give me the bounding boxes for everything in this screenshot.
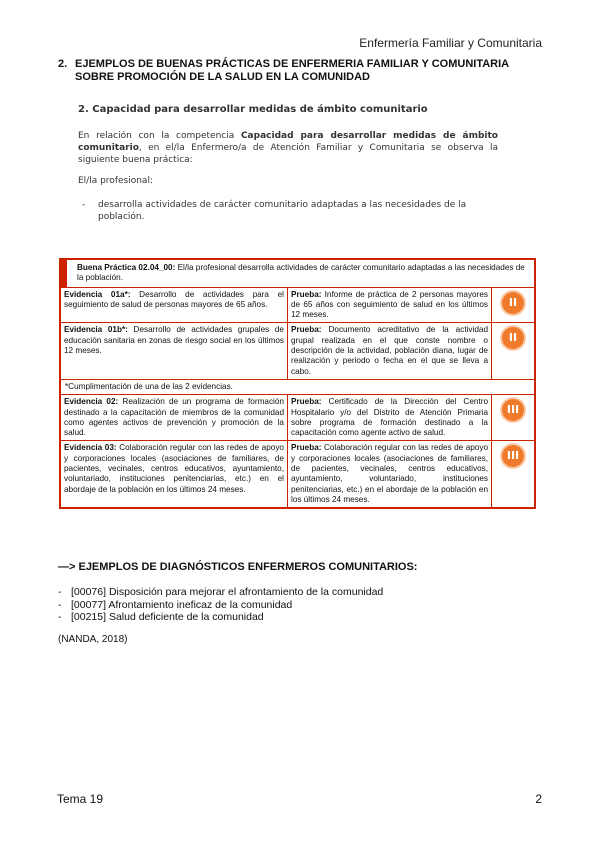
evidence-cell bbox=[61, 441, 288, 507]
list-dash: - bbox=[58, 598, 62, 611]
professional-label: El/la profesional: bbox=[78, 176, 153, 186]
competence-text-post: , en el/la Enfermero/a de Atención Familiar y Comunitaria se observa la siguiente buena práctica: bbox=[78, 143, 498, 165]
competence-excerpt bbox=[78, 104, 498, 223]
table-row bbox=[61, 394, 534, 440]
level-badge-icon: II bbox=[502, 327, 524, 349]
bullet-dash: - bbox=[82, 200, 86, 210]
evidence-text: Realización de un programa de formación destinado a la capacitación de miembros de la comunidad como agentes activos de prevención y promoción de la salud. bbox=[64, 397, 284, 438]
competence-text-pre: En relación con la competencia bbox=[78, 131, 241, 141]
good-practice-table bbox=[59, 258, 536, 509]
level-badge-icon: II bbox=[502, 292, 524, 314]
competence-paragraph bbox=[78, 130, 498, 166]
competence-text-bold: Capacidad para desarrollar medidas de ámbito comunitario bbox=[78, 131, 498, 153]
list-item bbox=[58, 611, 383, 624]
section-title bbox=[58, 58, 548, 84]
proof-label: Prueba: bbox=[291, 325, 322, 335]
proof-cell bbox=[288, 395, 492, 440]
diagnoses-list bbox=[58, 586, 383, 624]
nanda-reference: (NANDA, 2018) bbox=[58, 634, 128, 645]
evidence-text: Desarrollo de actividades grupales de educación sanitaria en zonas de riesgo social en los últimos 12 meses. bbox=[64, 325, 284, 356]
practice-header bbox=[61, 260, 534, 287]
diagnosis-text: [00076] Disposición para mejorar el afrontamiento de la comunidad bbox=[71, 586, 384, 598]
competence-bullet bbox=[78, 199, 498, 223]
evidence-label: Evidencia 03: bbox=[64, 443, 117, 453]
proof-text: Certificado de la Dirección del Centro Hospitalario y/o del Distrito de Atención Primaria sobre programa de formación destinado a la capacitación como agente activo de salud. bbox=[291, 397, 488, 438]
running-header: Enfermería Familiar y Comunitaria bbox=[359, 36, 542, 50]
bullet-text: desarrolla actividades de carácter comunitario adaptadas a las necesidades de la población. bbox=[98, 200, 467, 222]
evidence-cell bbox=[61, 395, 288, 440]
section-title-text: EJEMPLOS DE BUENAS PRÁCTICAS DE ENFERMERIA FAMILIAR Y COMUNITARIA SOBRE PROMOCIÓN DE LA SALUD EN LA COMUNIDAD bbox=[75, 58, 509, 83]
evidence-text: Desarrollo de actividades para el seguimiento de salud de personas mayores de 65 años. bbox=[64, 289, 285, 309]
list-dash: - bbox=[58, 586, 62, 598]
section-number: 2. bbox=[58, 58, 68, 70]
table-row bbox=[61, 322, 534, 378]
proof-cell bbox=[288, 288, 492, 323]
proof-text: Colaboración regular con las redes de apoyo y corporaciones locales (asociaciones de familiares, de pacientes, vecinales, centros educativos, ayuntamiento, voluntariado, instituciones penitenciarias, etc.) en el abordaje de la población en los últimos 24 meses. bbox=[291, 443, 488, 504]
table-row bbox=[61, 440, 534, 507]
page-number: 2 bbox=[535, 792, 542, 806]
proof-label: Prueba: bbox=[291, 443, 322, 453]
evidence-label: Evidencia 01a*: bbox=[64, 289, 131, 299]
evidence-cell bbox=[61, 288, 288, 323]
list-item bbox=[58, 586, 383, 599]
diagnosis-text: [00215] Salud deficiente de la comunidad bbox=[71, 611, 264, 623]
table-row bbox=[61, 287, 534, 323]
practice-text: El/la profesional desarrolla actividades de carácter comunitario adaptadas a las necesidades de la población. bbox=[77, 263, 525, 283]
list-item bbox=[58, 599, 383, 612]
level-badge-icon: III bbox=[502, 445, 524, 467]
proof-cell bbox=[288, 441, 492, 507]
level-cell bbox=[492, 441, 534, 507]
evidence-label: Evidencia 02: bbox=[64, 397, 119, 407]
level-cell bbox=[492, 323, 534, 378]
diagnosis-text: [00077] Afrontamiento ineficaz de la comunidad bbox=[71, 598, 293, 611]
level-cell bbox=[492, 395, 534, 440]
level-badge-icon: III bbox=[502, 399, 524, 421]
proof-text: Documento acreditativo de la actividad grupal realizada en el que conste nombre o descripción de la actividad, población diana, lugar de realización y periodo o fecha en el que se lleva a cabo. bbox=[291, 325, 488, 376]
list-dash: - bbox=[58, 611, 62, 623]
evidence-cell bbox=[61, 323, 288, 378]
evidence-label: Evidencia 01b*: bbox=[64, 325, 128, 335]
evidence-text: Colaboración regular con las redes de apoyo y corporaciones locales (asociaciones de familiares, de pacientes, vecinales, centros educativos, ayuntamiento, voluntariado, instituciones penitenciarias, etc.) en el abordaje de la población en los últimos 24 meses. bbox=[64, 443, 284, 494]
competence-heading: 2. Capacidad para desarrollar medidas de ámbito comunitario bbox=[78, 104, 428, 115]
footer-topic: Tema 19 bbox=[57, 792, 104, 806]
level-cell bbox=[492, 288, 534, 323]
practice-label: Buena Práctica 02.04_00: bbox=[77, 263, 176, 272]
proof-label: Prueba: bbox=[291, 397, 322, 407]
diagnoses-title: —> EJEMPLOS DE DIAGNÓSTICOS ENFERMEROS COMUNITARIOS: bbox=[58, 561, 418, 573]
proof-text: Informe de práctica de 2 personas mayores de 65 años con seguimiento de salud en los últimos 12 meses. bbox=[291, 289, 488, 320]
evidence-note: *Cumplimentación de una de las 2 evidencias. bbox=[61, 379, 534, 394]
proof-cell bbox=[288, 323, 492, 378]
proof-label: Prueba: bbox=[291, 289, 322, 299]
